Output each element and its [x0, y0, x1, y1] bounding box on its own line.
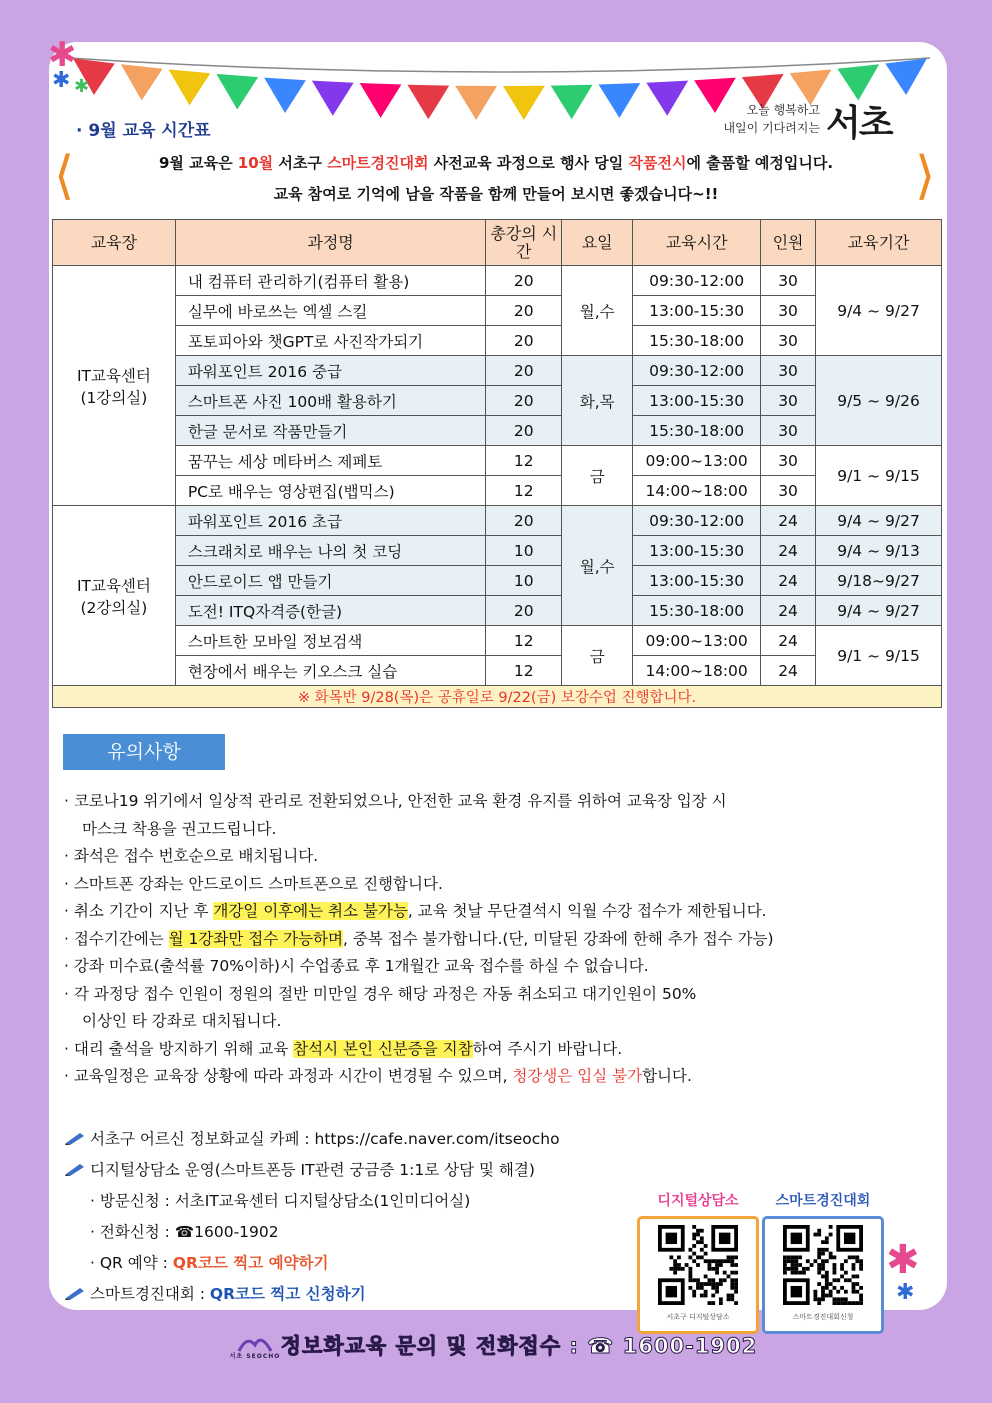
course-name: 파워포인트 2016 중급 [175, 356, 486, 386]
course-period: 9/1 ~ 9/15 [816, 446, 942, 506]
course-name: 현장에서 배우는 키오스크 실습 [175, 656, 486, 686]
header-day: 요일 [562, 220, 633, 266]
notice-text: , 중복 접수 불가합니다.(단, 미달된 강좌에 한해 추가 접수 가능) [343, 929, 774, 948]
course-people: 30 [761, 386, 816, 416]
intro-text-part: 에 출품할 예정입니다. [686, 154, 834, 172]
bunting-flag [216, 74, 258, 110]
sparkle-decoration-bottom-right: ✱ [886, 1237, 920, 1283]
sparkle-decoration-bottom-right-small: ✱ [896, 1280, 915, 1305]
course-hours: 10 [486, 536, 562, 566]
course-people: 24 [761, 536, 816, 566]
table-row [53, 296, 942, 326]
course-name: 한글 문서로 작품만들기 [175, 416, 486, 446]
course-name: 포토피아와 챗GPT로 사진작가되기 [175, 326, 486, 356]
course-people: 30 [761, 416, 816, 446]
course-people: 30 [761, 476, 816, 506]
course-time: 14:00~18:00 [633, 656, 761, 686]
right-bracket-decoration: ⟩ [915, 146, 936, 206]
table-row [53, 266, 942, 296]
course-people: 24 [761, 656, 816, 686]
intro-text-part: 사전교육 과정으로 행사 당일 [428, 154, 629, 172]
notice-item [64, 926, 934, 954]
header-people: 인원 [761, 220, 816, 266]
qr-caption: 디지털상담소 [657, 1193, 739, 1209]
qr-reservation-row [64, 1248, 624, 1279]
contest-row [64, 1279, 624, 1310]
course-people: 24 [761, 626, 816, 656]
bunting-flag [360, 83, 402, 118]
pencil-icon [64, 1286, 86, 1300]
course-people: 30 [761, 446, 816, 476]
course-time: 14:00~18:00 [633, 476, 761, 506]
course-name: 안드로이드 앱 만들기 [175, 566, 486, 596]
course-time: 13:00-15:30 [633, 386, 761, 416]
bunting-flag [551, 85, 593, 120]
bunting-flag [264, 78, 306, 113]
notice-text: · 접수기간에는 [64, 929, 169, 948]
notice-text: 하여 주시기 바랍니다. [472, 1039, 623, 1058]
bunting-flag [455, 86, 497, 120]
logo-slogan [700, 101, 820, 137]
notice-item [64, 898, 934, 926]
cafe-link[interactable]: 서초구 어르신 정보화교실 카페 : https://cafe.naver.com/itseocho [90, 1130, 560, 1148]
sparkle-decoration-top-left-small: ✱ [52, 68, 71, 93]
course-period: 9/4 ~ 9/13 [816, 536, 942, 566]
course-people: 30 [761, 356, 816, 386]
table-row [53, 536, 942, 566]
table-row [53, 476, 942, 506]
course-name: 꿈꾸는 세상 메타버스 제페토 [175, 446, 486, 476]
table-note-row [53, 686, 942, 708]
notice-list [64, 788, 934, 1091]
notice-text: , 교육 첫날 무단결석시 익월 수강 접수가 제한됩니다. [407, 902, 767, 920]
intro-text [60, 148, 932, 210]
course-period: 9/18~9/27 [816, 566, 942, 596]
notice-item [64, 1036, 934, 1064]
course-people: 30 [761, 266, 816, 296]
digital-center-text: 디지털상담소 운영(스마트폰등 IT관련 궁금증 1:1로 상담 및 해결) [90, 1161, 535, 1179]
course-name: 실무에 바로쓰는 엑셀 스킬 [175, 296, 486, 326]
course-name: 도전! ITQ자격증(한글) [175, 596, 486, 626]
course-time: 09:00~13:00 [633, 626, 761, 656]
notice-highlight: 개강일 이후에는 취소 불가능 [213, 902, 408, 920]
course-hours: 20 [486, 416, 562, 446]
notice-tag: 유의사항 [63, 734, 225, 770]
pencil-icon [64, 1162, 86, 1176]
intro-month: 10월 [237, 154, 274, 172]
course-period: 9/4 ~ 9/27 [816, 266, 942, 356]
notice-text: 합니다. [642, 1067, 692, 1085]
table-header-row [53, 220, 942, 266]
sparkle-decoration-top-left: ✱ [48, 35, 77, 75]
visit-request: · 방문신청 : 서초IT교육센터 디지털상담소(1인미디어실) [90, 1192, 471, 1210]
course-people: 24 [761, 566, 816, 596]
notice-text: · 대리 출석을 방지하기 위해 교육 [64, 1039, 294, 1058]
course-people: 30 [761, 296, 816, 326]
course-hours: 12 [486, 476, 562, 506]
header-time: 교육시간 [633, 220, 761, 266]
bunting-flag [312, 81, 354, 116]
bunting-flag [885, 58, 927, 95]
header-period: 교육기간 [816, 220, 942, 266]
course-hours: 20 [486, 356, 562, 386]
qr-subcaption: 스마트경진대회신청 [792, 1313, 854, 1321]
bunting-flag [646, 81, 688, 116]
course-hours: 12 [486, 626, 562, 656]
logo-slogan-line2: 내일이 기다려지는 [723, 121, 820, 135]
course-time: 15:30-18:00 [633, 326, 761, 356]
course-hours: 20 [486, 506, 562, 536]
course-name: 스마트폰 사진 100배 활용하기 [175, 386, 486, 416]
footer-contact [0, 1330, 992, 1364]
course-time: 09:30-12:00 [633, 266, 761, 296]
header-hours: 총강의 시간 [486, 220, 562, 266]
course-days: 월,수 [562, 506, 633, 626]
course-name: 파워포인트 2016 초급 [175, 506, 486, 536]
logo-mark: 서초 [826, 103, 892, 144]
notice-item-cont: 마스크 착용을 권고드립니다. [82, 819, 277, 838]
qr-smart-contest[interactable] [762, 1190, 884, 1334]
bunting-flag [599, 83, 641, 118]
left-bracket-decoration: ⟨ [54, 146, 75, 206]
cafe-link-row[interactable] [64, 1124, 624, 1155]
course-people: 24 [761, 596, 816, 626]
qr-code-icon[interactable] [646, 1225, 750, 1305]
schedule-table [52, 219, 942, 708]
course-period: 9/4 ~ 9/27 [816, 596, 942, 626]
notice-highlight: 참석시 본인 신분증을 지참 [293, 1039, 473, 1058]
course-hours: 20 [486, 596, 562, 626]
footer-logo-text: 서초 SEOCHO [229, 1352, 281, 1360]
table-note: ※ 화목반 9/28(목)은 공휴일로 9/22(금) 보강수업 진행합니다. [53, 686, 942, 708]
table-row [53, 326, 942, 356]
course-time: 15:30-18:00 [633, 416, 761, 446]
notice-item [64, 1063, 934, 1091]
notice-text: · 취소 기간이 지난 후 [64, 902, 214, 920]
digital-center-row [64, 1155, 624, 1186]
table-row [53, 596, 942, 626]
course-time: 13:00-15:30 [633, 536, 761, 566]
course-days: 화,목 [562, 356, 633, 446]
bunting-flag [407, 85, 449, 120]
bunting-flag [503, 86, 545, 120]
course-hours: 12 [486, 656, 562, 686]
course-period: 9/5 ~ 9/26 [816, 356, 942, 446]
intro-line1 [60, 148, 932, 179]
qr-reservation-link[interactable]: QR코드 찍고 예약하기 [172, 1254, 329, 1272]
notice-item: · 스마트폰 강좌는 안드로이드 스마트폰으로 진행합니다. [64, 874, 443, 893]
course-time: 09:30-12:00 [633, 356, 761, 386]
header-course: 과정명 [175, 220, 486, 266]
qr-digital-center[interactable] [637, 1190, 759, 1334]
table-row [53, 506, 942, 536]
table-row [53, 446, 942, 476]
course-hours: 20 [486, 386, 562, 416]
qr-code-icon[interactable] [771, 1225, 875, 1305]
table-row [53, 566, 942, 596]
notice-item: · 각 과정당 접수 인원이 정원의 절반 미만일 경우 해당 과정은 자동 취소되고 대기인원이 50% [64, 984, 697, 1003]
course-time: 13:00-15:30 [633, 296, 761, 326]
course-period: 9/4 ~ 9/27 [816, 506, 942, 536]
qr-caption: 스마트경진대회 [775, 1193, 871, 1209]
qr-frame[interactable] [762, 1216, 884, 1334]
notice-item: · 강좌 미수료(출석률 70%이하)시 수업종료 후 1개월간 교육 접수를 하실 수 없습니다. [64, 957, 649, 975]
intro-contest: 스마트경진대회 [327, 154, 429, 172]
notice-text: · 교육일정은 교육장 상황에 따라 과정과 시간이 변경될 수 있으며, [64, 1067, 513, 1085]
intro-text-part: 9월 교육은 [158, 154, 238, 172]
table-row [53, 626, 942, 656]
pencil-icon [64, 1131, 86, 1145]
qr-reservation-label: · QR 예약 : [90, 1254, 173, 1272]
contact-info [64, 1124, 624, 1310]
contest-label: 스마트경진대회 : [90, 1285, 210, 1303]
footer-logo [229, 1331, 281, 1364]
course-time: 09:00~13:00 [633, 446, 761, 476]
course-people: 30 [761, 326, 816, 356]
course-hours: 20 [486, 296, 562, 326]
course-days: 금 [562, 626, 633, 686]
table-row [53, 356, 942, 386]
footer-text: 정보화교육 문의 및 전화접수 : ☎ 1600-1902 [280, 1334, 758, 1358]
venue-name: IT교육센터 [76, 576, 151, 595]
seocho-logo [700, 95, 930, 145]
bunting-flag [121, 64, 163, 100]
page-title: · 9월 교육 시간표 [76, 121, 211, 141]
table-row [53, 656, 942, 686]
venue-room: (2강의실) [80, 598, 148, 617]
course-time: 09:30-12:00 [633, 506, 761, 536]
course-hours: 20 [486, 326, 562, 356]
venue-room: (1강의실) [80, 388, 148, 407]
bunting-flag [169, 69, 211, 105]
sparkle-decoration-top-left-green: ✱ [74, 76, 90, 97]
notice-item: · 좌석은 접수 번호순으로 배치됩니다. [64, 847, 319, 865]
seocho-footer-logo-icon [229, 1331, 281, 1360]
notice-item: · 코로나19 위기에서 일상적 관리로 전환되었으나, 안전한 교육 환경 유지를 위하여 교육장 입장 시 [64, 792, 727, 810]
course-name: PC로 배우는 영상편집(뱁믹스) [175, 476, 486, 506]
course-name: 스크래치로 배우는 나의 첫 코딩 [175, 536, 486, 566]
course-days: 월,수 [562, 266, 633, 356]
qr-subcaption: 서초구 디지털상담소 [666, 1313, 730, 1321]
table-row [53, 386, 942, 416]
course-days: 금 [562, 446, 633, 506]
course-hours: 20 [486, 266, 562, 296]
course-hours: 10 [486, 566, 562, 596]
notice-item-cont: 이상인 타 강좌로 대치됩니다. [82, 1012, 282, 1030]
course-name: 내 컴퓨터 관리하기(컴퓨터 활용) [175, 266, 486, 296]
phone-request: · 전화신청 : ☎1600-1902 [90, 1223, 279, 1241]
venue-name: IT교육센터 [76, 366, 151, 385]
qr-frame[interactable] [637, 1216, 759, 1334]
course-time: 15:30-18:00 [633, 596, 761, 626]
intro-exhibit: 작품전시 [628, 154, 687, 172]
notice-red-text: 청강생은 입실 불가 [512, 1067, 643, 1085]
intro-line2: 교육 참여로 기억에 남을 작품을 함께 만들어 보시면 좋겠습니다~!! [273, 185, 719, 203]
venue-cell-2 [53, 506, 176, 686]
intro-text-part: 서초구 [273, 154, 328, 172]
table-row [53, 416, 942, 446]
logo-slogan-line1: 오늘 행복하고 [746, 103, 820, 117]
course-period: 9/1 ~ 9/15 [816, 626, 942, 686]
venue-cell-1 [53, 266, 176, 506]
contest-link[interactable]: QR코드 찍고 신청하기 [209, 1285, 366, 1303]
course-name: 스마트한 모바일 정보검색 [175, 626, 486, 656]
course-time: 13:00-15:30 [633, 566, 761, 596]
header-venue: 교육장 [53, 220, 176, 266]
course-hours: 12 [486, 446, 562, 476]
course-people: 24 [761, 506, 816, 536]
notice-highlight: 월 1강좌만 접수 가능하며 [168, 929, 343, 948]
